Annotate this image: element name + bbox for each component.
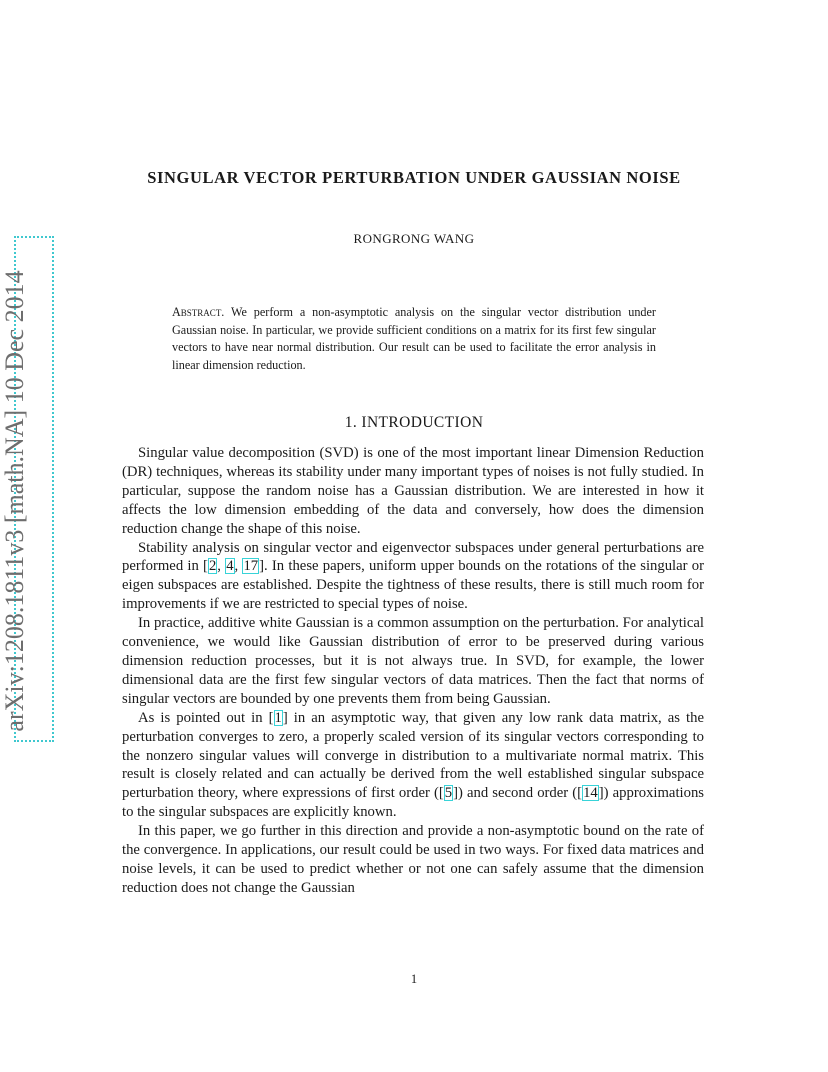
citation-link[interactable]: 17	[243, 558, 259, 575]
abstract-label: Abstract.	[172, 305, 225, 319]
abstract	[172, 304, 656, 374]
citation-link[interactable]: 14	[583, 785, 598, 802]
abstract-text: We perform a non-asymptotic analysis on the singular vector distribution under Gaussian noise. In particular, we provide sufficient conditions on a matrix for its first few singular vectors to have near normal distribution. Our result can be used to facilitate the error analysis in linear dimension reduction.	[172, 305, 656, 372]
paragraph-5: In this paper, we go further in this direction and provide a non-asymptotic bound on the rate of the convergence. In applications, our result could be used in two ways. For fixed data matrices and noise levels, it can be used to predict whether or not one can safely assume that the dimension reduction does not change the Gaussian	[122, 823, 704, 896]
arxiv-identifier[interactable]: arXiv:1208.1811v3 [math.NA] 10 Dec 2014	[0, 270, 29, 732]
paper-author: RONGRONG WANG	[353, 231, 475, 246]
paragraph-2	[122, 539, 704, 615]
paragraph-2-text: Stability analysis on singular vector and eigenvector subspaces under general perturbations are performed in [	[122, 539, 704, 575]
citation-separator: ,	[234, 558, 243, 575]
paragraph-1: Singular value decomposition (SVD) is one of the most important linear Dimension Reduction (DR) techniques, whereas its stability under many important types of noises is not fully studied. In particular, suppose the random noise has a Gaussian distribution. We are interested in how it affects the low dimension embedding of the data and conversely, how does the dimension reduction change the shape of this noise.	[122, 445, 704, 537]
citation-link[interactable]: 5	[444, 785, 453, 802]
citation-link[interactable]: 2	[208, 558, 217, 575]
citation-separator: ,	[217, 558, 226, 575]
paragraph-4-text: As is pointed out in [	[138, 709, 274, 726]
citation-link[interactable]: 4	[226, 558, 234, 575]
paper-title: SINGULAR VECTOR PERTURBATION UNDER GAUSSIAN NOISE	[147, 168, 681, 187]
page-number: 1	[410, 972, 418, 986]
citation-link[interactable]: 1	[274, 709, 282, 726]
body-text	[122, 444, 704, 898]
paragraph-4-text: ]) approximations to the singular subspaces are explicitly known.	[122, 785, 705, 821]
paragraph-4	[122, 709, 704, 822]
paragraph-4-text: ]) and second order ([	[453, 785, 583, 802]
paragraph-2-text: ]. In these papers, uniform upper bounds on the rotations of the singular or eigen subspaces are established. Despite the tightness of these results, there is still much room for improvements if we are restricted to special types of noise.	[122, 558, 705, 613]
paragraph-4-text: ] in an asymptotic way, that given any low rank data matrix, as the perturbation converges to zero, a properly scaled version of its singular vectors corresponding to the nonzero singular values will converge in distribution to a multivariate normal matrix. This result is closely related and can actually be derived from the well established singular subspace perturbation theory, where expressions of first order ([	[122, 709, 704, 802]
paragraph-3: In practice, additive white Gaussian is a common assumption on the perturbation. For analytical convenience, we would like Gaussian distribution of error to be preserved during various dimension reduction processes, but it is not always true. In SVD, for example, the lower dimensional data are the first few singular vectors of data matrices. Then the fact that norms of singular vectors are bounded by one prevents them from being Gaussian.	[122, 615, 704, 707]
section-heading: 1. INTRODUCTION	[344, 414, 484, 431]
